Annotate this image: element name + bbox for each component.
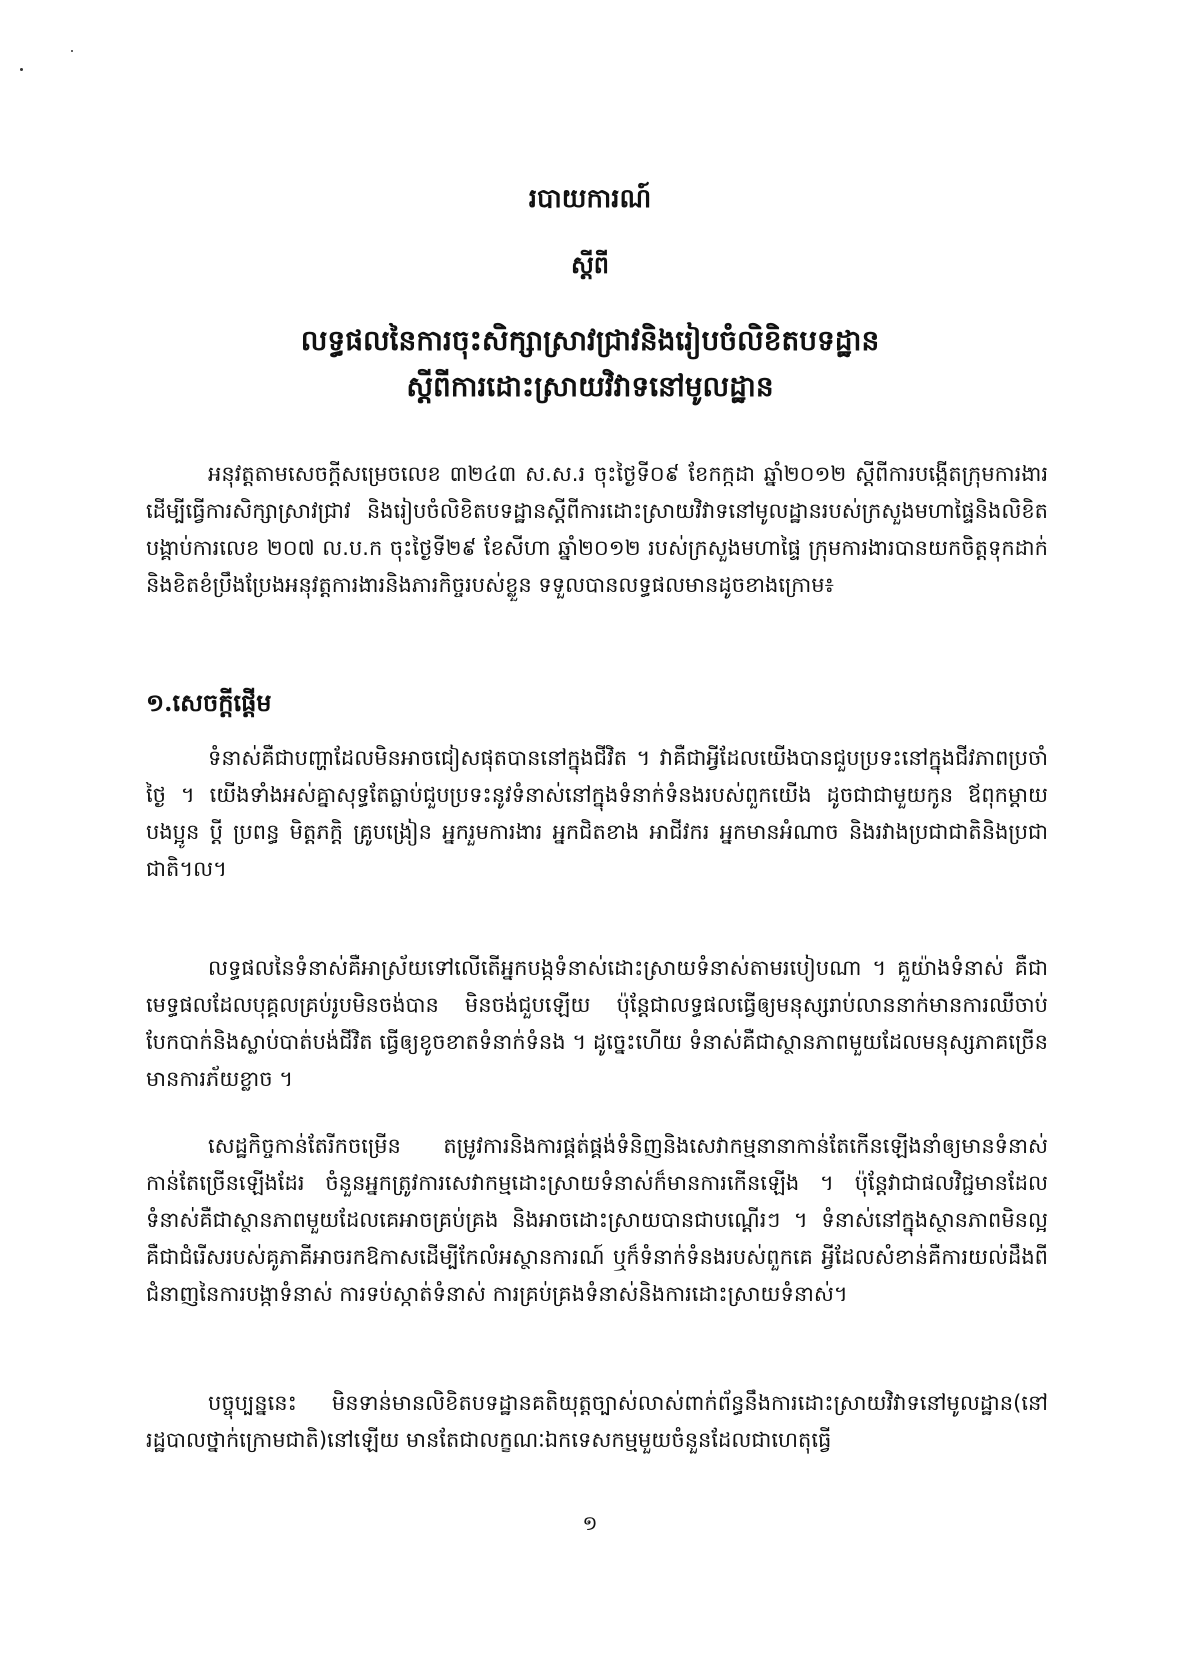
report-subject-line-2: ស្ដីពីការដោះស្រាយវិវាទនៅមូលដ្ឋាន — [406, 370, 774, 403]
report-about-label: ស្ដីពី — [570, 250, 610, 279]
page-number: ១ — [582, 1511, 598, 1535]
report-subject — [140, 318, 1040, 410]
section-1-paragraph-4: បច្ចុប្បន្ននេះ មិនទាន់មានលិខិតបទដ្ឋានគតិយុត្តច្បាស់លាស់ពាក់ព័ន្ធនឹងការដោះស្រាយវិវាទនៅមូលដ្ឋាន(នៅរដ្ឋបាលថ្នាក់ក្រោមជាតិ)នៅឡើយ មានតែជាលក្ខណៈឯកទេសកម្មមួយចំនួនដែលជាហេតុធ្វើ — [146, 1391, 1048, 1452]
section-1-paragraph-3: សេដ្ឋកិច្ចកាន់តែរីកចម្រើន តម្រូវការនិងការផ្គត់ផ្គង់ទំនិញនិងសេវាកម្មនានាកាន់តែកើនឡើងនាំឲ្យមានទំនាស់កាន់តែច្រើនឡើងដែរ ចំនួនអ្នកត្រូវការសេវាកម្មដោះស្រាយទំនាស់ក៏មានការកើនឡើង ។ ប៉ុន្តែវាជាផលវិជ្ជមានដែលទំនាស់គឺជាស្ថានភាពមួយដែលគេអាចគ្រប់គ្រង និងអាចដោះស្រាយបានជាបណ្ដើរៗ ។ ទំនាស់នៅក្នុងស្ថានភាពមិនល្អ គឺជាជំរើសរបស់គូភាគីអាចរកឱកាសដើម្បីកែលំអស្ថានការណ៍ ឬក៏ទំនាក់ទំនងរបស់ពួកគេ អ្វីដែលសំខាន់គឺការយល់ដឹងពីជំនាញនៃការបង្កាទំនាស់ ការទប់ស្កាត់ទំនាស់ ការគ្រប់គ្រងទំនាស់និងការដោះស្រាយទំនាស់។ — [146, 1134, 1048, 1306]
report-subject-line-1: លទ្ធផលនៃការចុះសិក្សាស្រាវជ្រាវនិងរៀបចំលិខិតបទដ្ឋាន — [300, 324, 880, 357]
intro-paragraph: អនុវត្តតាមសេចក្ដីសម្រេចលេខ ៣២៤៣ ស.ស.រ ចុះថ្ងៃទី០៩ ខែកក្កដា ឆ្នាំ២០១២ ស្ដីពីការបង្កើតក្រុមការងារដើម្បីធ្វើការសិក្សាស្រាវជ្រាវ និងរៀបចំលិខិតបទដ្ឋានស្ដីពីការដោះស្រាយវិវាទនៅមូលដ្ឋានរបស់ក្រសួងមហាផ្ទៃនិងលិខិតបង្គាប់ការលេខ ២០៧ ល.ប.ក ចុះថ្ងៃទី២៩ ខែសីហា ឆ្នាំ២០១២ របស់ក្រសួងមហាផ្ទៃ ក្រុមការងារបានយកចិត្តទុកដាក់និងខិតខំប្រឹងប្រែងអនុវត្តការងារនិងភារកិច្ចរបស់ខ្លួន ទទួលបានលទ្ធផលមានដូចខាងក្រោម៖ — [146, 462, 1048, 597]
section-1-paragraph-1: ទំនាស់គឺជាបញ្ហាដែលមិនអាចជៀសផុតបាននៅក្នុងជីវិត ។ វាគឺជាអ្វីដែលយើងបានជួបប្រទះនៅក្នុងជីវភាពប្រចាំថ្ងៃ ។ យើងទាំងអស់គ្នាសុទ្ធតែធ្លាប់ជួបប្រទះនូវទំនាស់នៅក្នុងទំនាក់ទំនងរបស់ពួកយើង ដូចជាជាមួយកូន ឪពុកម្ដាយ បងប្អូន ប្ដី ប្រពន្ធ មិត្តភក្ដិ គ្រូបង្រៀន អ្នករួមការងារ អ្នកជិតខាង អាជីវករ អ្នកមានអំណាច និងរវាងប្រជាជាតិនិងប្រជាជាតិ។ល។ — [146, 746, 1048, 881]
report-title: របាយការណ៍ — [528, 184, 652, 214]
scan-speck-1 — [20, 68, 23, 71]
scan-speck-2 — [71, 50, 73, 52]
section-1-paragraph-2: លទ្ធផលនៃទំនាស់គឺអាស្រ័យទៅលើតើអ្នកបង្កទំនាស់ដោះស្រាយទំនាស់តាមរបៀបណា ។ គួយ៉ាងទំនាស់ គឺជាមេទ្ធផលដែលបុគ្គលគ្រប់រូបមិនចង់បាន មិនចង់ជួបឡើយ ប៉ុន្តែជាលទ្ធផលធ្វើឲ្យមនុស្សរាប់លាននាក់មានការឈឺចាប់ បែកបាក់និងស្លាប់បាត់បង់ជីវិត ធ្វើឲ្យខូចខាតទំនាក់ទំនង ។ ដូច្នេះហើយ ទំនាស់គឺជាស្ថានភាពមួយដែលមនុស្សភាគច្រើនមានការភ័យខ្លាច ។ — [146, 956, 1048, 1091]
section-1-heading: ១.សេចក្ដីផ្ដើម — [146, 688, 272, 717]
